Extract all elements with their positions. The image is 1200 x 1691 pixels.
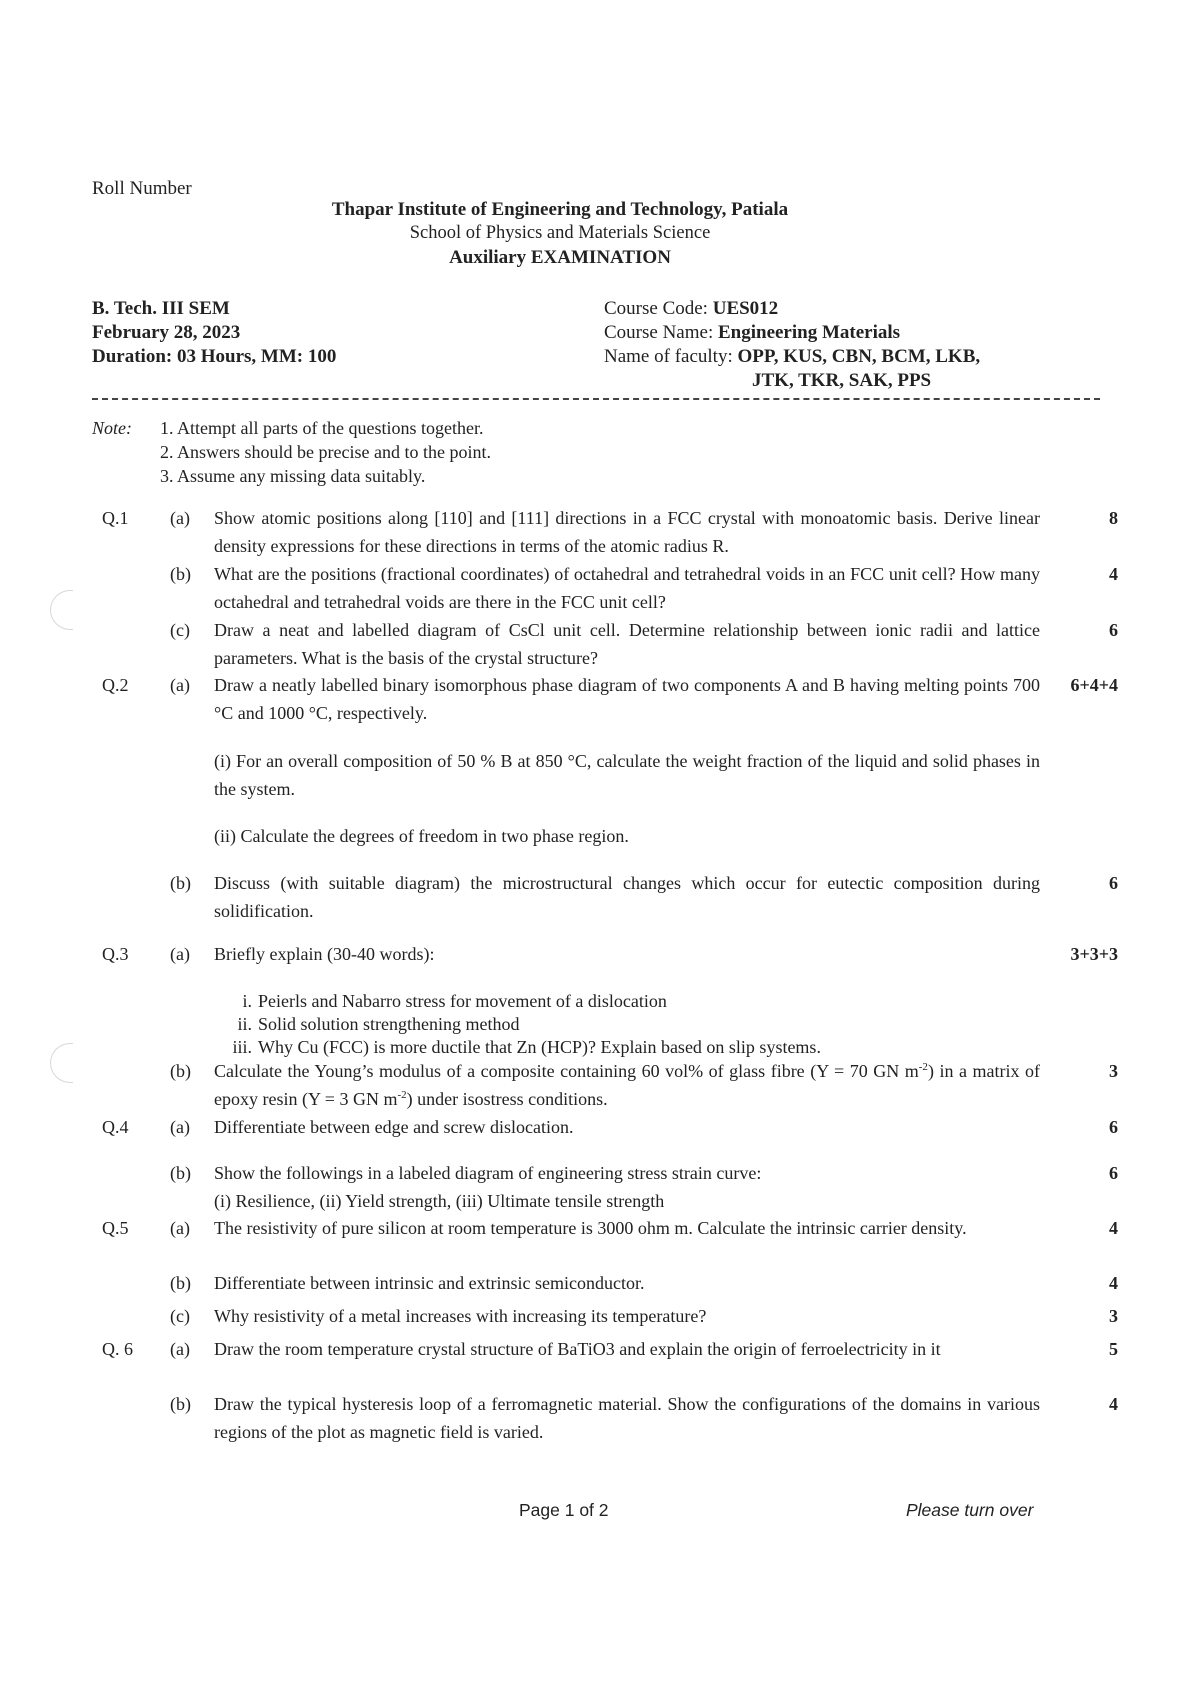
- note-item: 2. Answers should be precise and to the point.: [160, 442, 491, 462]
- exam-meta-right: [604, 297, 980, 393]
- roman-numeral: ii.: [237, 1014, 252, 1034]
- question-marks: 3: [1109, 1306, 1118, 1326]
- note-list: [160, 416, 760, 488]
- question-part: (a): [170, 675, 190, 695]
- question-text: Differentiate between intrinsic and extrinsic semiconductor.: [214, 1273, 645, 1293]
- superscript: -2: [918, 1061, 928, 1073]
- question-number: Q.4: [102, 1117, 129, 1137]
- question-text: Show atomic positions along [110] and [111] directions in a FCC crystal with monoatomic basis. Derive linear density expressions for these directions in terms of the atomic radius R.: [214, 508, 1040, 556]
- roman-text: Peierls and Nabarro stress for movement of a dislocation: [258, 991, 667, 1011]
- roll-number-label: Roll Number: [92, 178, 192, 199]
- question-text: [214, 1159, 1040, 1215]
- text-line: Show the followings in a labeled diagram of engineering stress strain curve:: [214, 1163, 762, 1183]
- roman-list: [218, 990, 1018, 1059]
- course-name-label: Course Name:: [604, 322, 718, 343]
- note-label: Note:: [92, 418, 132, 438]
- question-marks: 6+4+4: [1070, 675, 1118, 695]
- text-line: (i) Resilience, (ii) Yield strength, (iii) Ultimate tensile strength: [214, 1191, 665, 1211]
- superscript: -2: [397, 1089, 407, 1101]
- question-text: What are the positions (fractional coordinates) of octahedral and tetrahedral voids in an FCC unit cell? How many octahedral and tetrahedral voids are there in the FCC unit cell?: [214, 564, 1040, 612]
- text-segment: Calculate the Young’s modulus of a composite containing 60 vol% of glass fibre (Y = 70 GN m: [214, 1061, 919, 1081]
- question-marks: 4: [1109, 1218, 1118, 1238]
- punch-hole-mark: [50, 1043, 73, 1083]
- question-marks: 5: [1109, 1339, 1118, 1359]
- question-number: Q.1: [102, 508, 129, 528]
- exam-title: Auxiliary EXAMINATION: [449, 247, 671, 268]
- course-name: Engineering Materials: [717, 322, 901, 343]
- question-part: (c): [170, 620, 190, 640]
- question-part: (a): [170, 1117, 190, 1137]
- roman-numeral: i.: [242, 991, 252, 1011]
- program-label: B. Tech. III SEM: [92, 298, 230, 319]
- course-code-label: Course Code:: [604, 298, 713, 319]
- text-segment: ) in a matrix of epoxy resin (Y = 3 GN m: [214, 1061, 1040, 1109]
- question-part: (a): [170, 944, 190, 964]
- exam-meta-left: [92, 297, 336, 369]
- roman-item: [218, 990, 1018, 1013]
- question-text: Draw the typical hysteresis loop of a ferromagnetic material. Show the configurations of the domains in various regions of the plot as magnetic field is varied.: [214, 1394, 1040, 1442]
- question-text: Draw a neat and labelled diagram of CsCl unit cell. Determine relationship between ionic radii and lattice parameters. What is the basis of the crystal structure?: [214, 620, 1040, 668]
- dashed-separator: [92, 398, 1100, 400]
- question-marks: 4: [1109, 1273, 1118, 1293]
- question-marks: 3+3+3: [1070, 944, 1118, 964]
- page-number: Page 1 of 2: [519, 1500, 609, 1520]
- turn-over-note: Please turn over: [906, 1500, 1034, 1520]
- question-part: (b): [170, 1061, 191, 1081]
- question-text: Why resistivity of a metal increases with increasing its temperature?: [214, 1306, 707, 1326]
- course-name-line: [604, 321, 980, 345]
- question-part: (a): [170, 508, 190, 528]
- question-text: Draw the room temperature crystal structure of BaTiO3 and explain the origin of ferroelectricity in it: [214, 1339, 941, 1359]
- question-number: Q. 6: [102, 1339, 133, 1359]
- text-segment: ) under isostress conditions.: [406, 1089, 608, 1109]
- note-item: 3. Assume any missing data suitably.: [160, 466, 426, 486]
- question-text: The resistivity of pure silicon at room temperature is 3000 ohm m. Calculate the intrinsic carrier density.: [214, 1218, 967, 1238]
- roman-item: [218, 1036, 1018, 1059]
- question-marks: 6: [1109, 620, 1118, 640]
- question-marks: 8: [1109, 508, 1118, 528]
- question-subpart: (ii) Calculate the degrees of freedom in two phase region.: [214, 826, 629, 846]
- faculty-line: [604, 345, 980, 369]
- question-part: (a): [170, 1339, 190, 1359]
- roman-text: Solid solution strengthening method: [258, 1014, 520, 1034]
- roman-text: Why Cu (FCC) is more ductile that Zn (HCP)? Explain based on slip systems.: [258, 1037, 821, 1057]
- question-text: Discuss (with suitable diagram) the microstructural changes which occur for eutectic composition during solidification.: [214, 873, 1040, 921]
- question-text: Differentiate between edge and screw dislocation.: [214, 1117, 574, 1137]
- question-part: (a): [170, 1218, 190, 1238]
- question-part: (b): [170, 564, 191, 584]
- question-number: Q.5: [102, 1218, 129, 1238]
- institute-name: Thapar Institute of Engineering and Technology, Patiala: [331, 199, 789, 220]
- question-marks: 6: [1109, 873, 1118, 893]
- school-name: School of Physics and Materials Science: [409, 223, 711, 243]
- question-part: (b): [170, 1394, 191, 1414]
- course-code: UES012: [712, 298, 779, 319]
- question-marks: 3: [1109, 1061, 1118, 1081]
- question-marks: 4: [1109, 564, 1118, 584]
- question-number: Q.2: [102, 675, 129, 695]
- punch-hole-mark: [50, 590, 73, 630]
- faculty-names: OPP, KUS, CBN, BCM, LKB,: [737, 346, 981, 367]
- question-marks: 6: [1109, 1117, 1118, 1137]
- exam-duration: Duration: 03 Hours, MM: 100: [92, 346, 337, 367]
- question-number: Q.3: [102, 944, 129, 964]
- question-subpart: (i) For an overall composition of 50 % B at 850 °C, calculate the weight fraction of the liquid and solid phases in the system.: [214, 751, 1040, 799]
- question-text: Draw a neatly labelled binary isomorphous phase diagram of two components A and B having melting points 700 °C and 1000 °C, respectively.: [214, 675, 1040, 723]
- question-part: (c): [170, 1306, 190, 1326]
- question-marks: 4: [1109, 1394, 1118, 1414]
- question-text: [214, 1057, 1040, 1113]
- faculty-names-cont: JTK, TKR, SAK, PPS: [752, 370, 932, 391]
- roman-item: [218, 1013, 1018, 1036]
- exam-date: February 28, 2023: [92, 322, 241, 343]
- question-text: Briefly explain (30-40 words):: [214, 944, 435, 964]
- question-part: (b): [170, 873, 191, 893]
- question-part: (b): [170, 1163, 191, 1183]
- question-part: (b): [170, 1273, 191, 1293]
- note-item: 1. Attempt all parts of the questions together.: [160, 418, 484, 438]
- course-code-line: [604, 297, 980, 321]
- faculty-label: Name of faculty:: [604, 346, 738, 367]
- question-marks: 6: [1109, 1163, 1118, 1183]
- roman-numeral: iii.: [232, 1037, 252, 1057]
